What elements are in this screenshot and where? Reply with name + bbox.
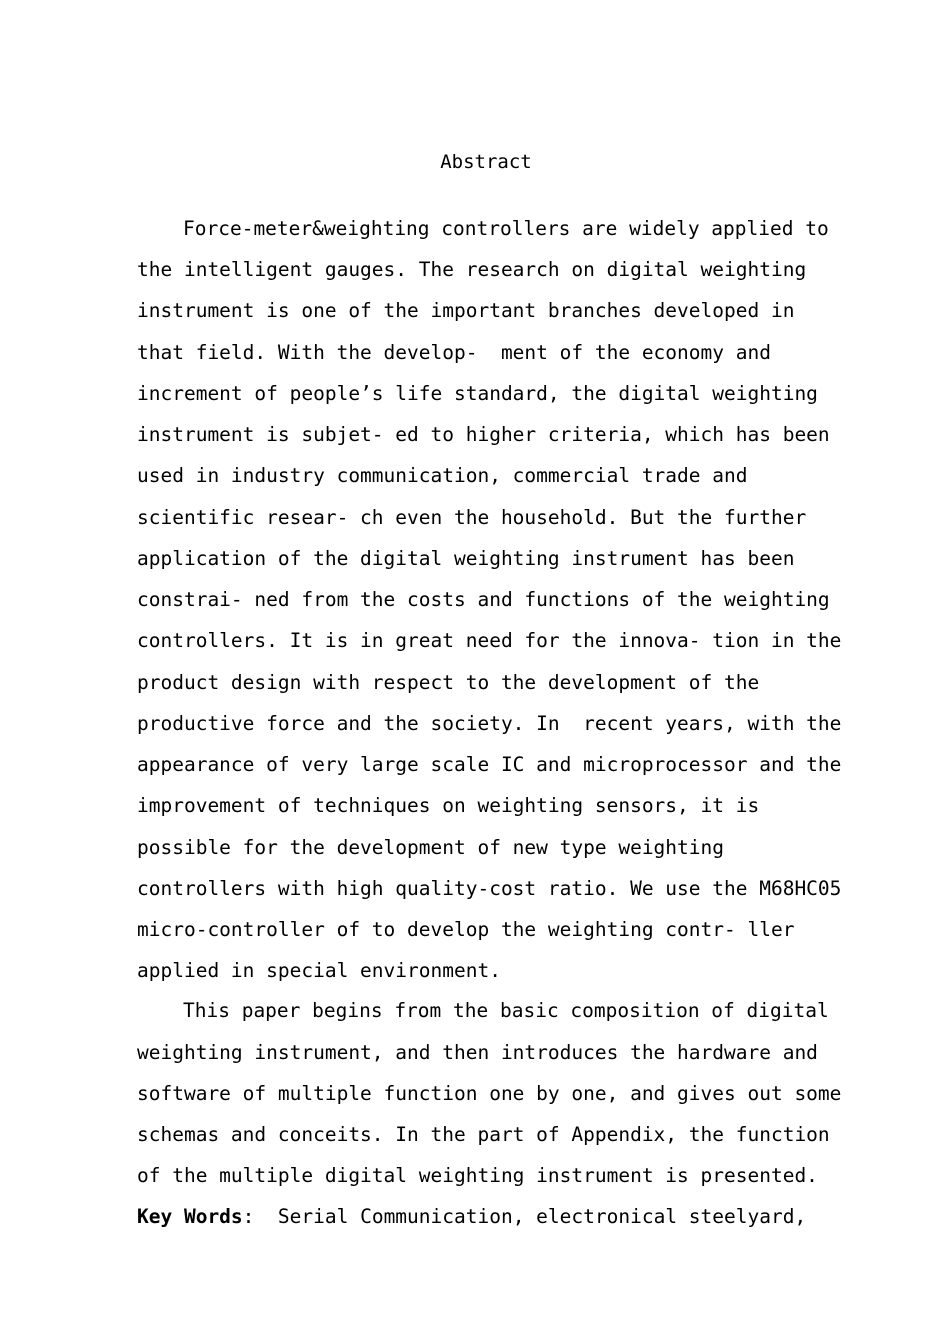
text-line: constrai- ned from the costs and functions of the weighting: [137, 588, 830, 611]
text-line: increment of people’s life standard, the digital weighting: [137, 382, 818, 405]
text-line: application of the digital weighting instrument has been: [137, 547, 795, 570]
text-line: instrument is subjet- ed to higher criteria, which has been: [137, 423, 830, 446]
text-line: appearance of very large scale IC and microprocessor and the: [137, 753, 842, 776]
text-line: that field. With the develop- ment of the economy and: [137, 341, 771, 364]
text-line: micro-controller of to develop the weighting contr- ller: [137, 918, 795, 941]
text-line: applied in special environment.: [137, 959, 501, 982]
text-line: weighting instrument, and then introduces the hardware and: [137, 1041, 818, 1064]
keywords-text: Serial Communication, electronical steelyard,: [277, 1205, 807, 1228]
keywords-separator: :: [242, 1205, 278, 1228]
keywords-line: [137, 1203, 806, 1231]
text-line: controllers with high quality-cost ratio. We use the M68HC05: [137, 877, 842, 900]
text-line: of the multiple digital weighting instrument is presented.: [137, 1164, 818, 1187]
keywords-label: Key Words: [137, 1205, 243, 1228]
text-line: controllers. It is in great need for the innova- tion in the: [137, 629, 842, 652]
text-line: possible for the development of new type weighting: [137, 836, 724, 859]
text-line: schemas and conceits. In the part of Appendix, the function: [137, 1123, 830, 1146]
text-line: This paper begins from the basic composition of digital: [183, 999, 829, 1022]
text-line: software of multiple function one by one, and gives out some: [137, 1082, 842, 1105]
text-line: instrument is one of the important branches developed in: [137, 299, 795, 322]
text-line: Force-meter&weighting controllers are widely applied to: [183, 217, 829, 240]
text-line: used in industry communication, commercial trade and: [137, 464, 748, 487]
text-line: scientific resear- ch even the household. But the further: [137, 506, 807, 529]
text-line: product design with respect to the development of the: [137, 671, 760, 694]
text-line: improvement of techniques on weighting sensors, it is: [137, 794, 760, 817]
page-title: Abstract: [440, 151, 532, 173]
text-line: productive force and the society. In recent years, with the: [137, 712, 842, 735]
text-line: the intelligent gauges. The research on digital weighting: [137, 258, 807, 281]
